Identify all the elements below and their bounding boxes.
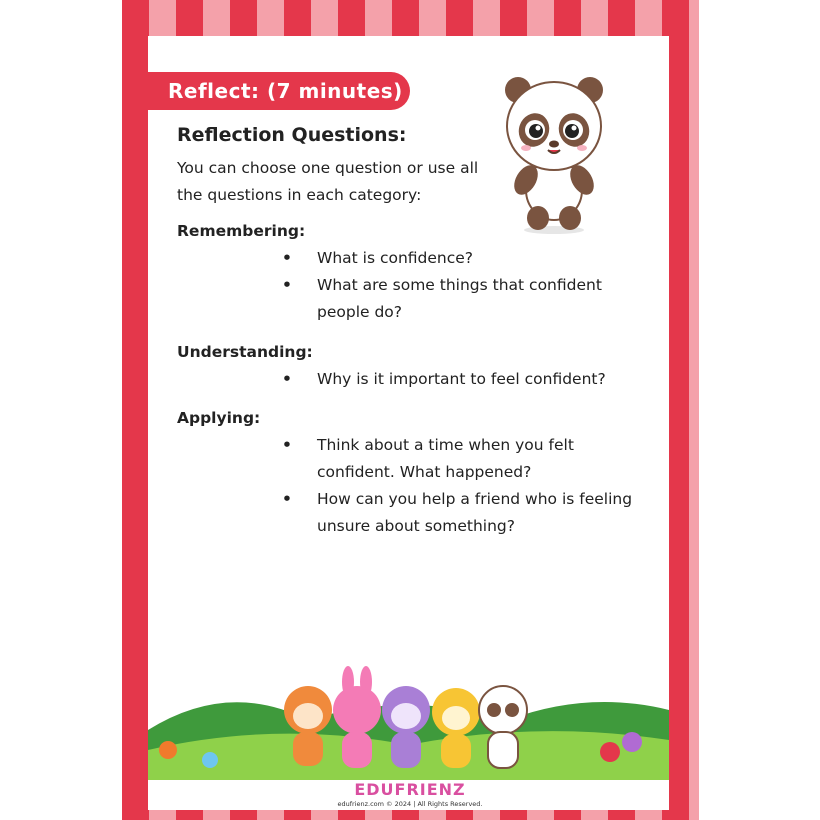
bullet-icon: • <box>282 249 292 267</box>
intro-text: You can choose one question or use all the questions in each category: <box>177 159 479 204</box>
category-applying: Applying: <box>177 409 261 427</box>
question-text: Why is it important to feel confident? <box>317 370 606 388</box>
question-item <box>282 366 642 393</box>
question-list-understanding <box>282 366 642 393</box>
bullet-icon: • <box>282 490 292 508</box>
friends-scene-illustration <box>148 660 669 780</box>
question-text: What are some things that confident people do? <box>317 276 602 321</box>
question-text: How can you help a friend who is feeling unsure about something? <box>317 490 633 535</box>
question-item <box>282 245 642 272</box>
category-remembering: Remembering: <box>177 222 306 240</box>
copyright-text: edufrienz.com © 2024 | All Rights Reserved. <box>337 800 483 808</box>
bullet-icon: • <box>282 276 292 294</box>
page-title: Reflection Questions: <box>177 124 407 146</box>
question-text: Think about a time when you felt confident. What happened? <box>317 436 574 481</box>
question-list-remembering <box>282 245 642 326</box>
question-text: What is confidence? <box>317 249 474 267</box>
bullet-icon: • <box>282 370 292 388</box>
panda-icon <box>498 70 610 236</box>
question-item <box>282 432 642 486</box>
section-banner: Reflect: (7 minutes) <box>148 72 410 110</box>
question-item <box>282 486 642 540</box>
bullet-icon: • <box>282 436 292 454</box>
brand-logo: EDUFRIENZ <box>354 780 466 799</box>
category-understanding: Understanding: <box>177 343 313 361</box>
question-item <box>282 272 642 326</box>
question-list-applying <box>282 432 642 540</box>
